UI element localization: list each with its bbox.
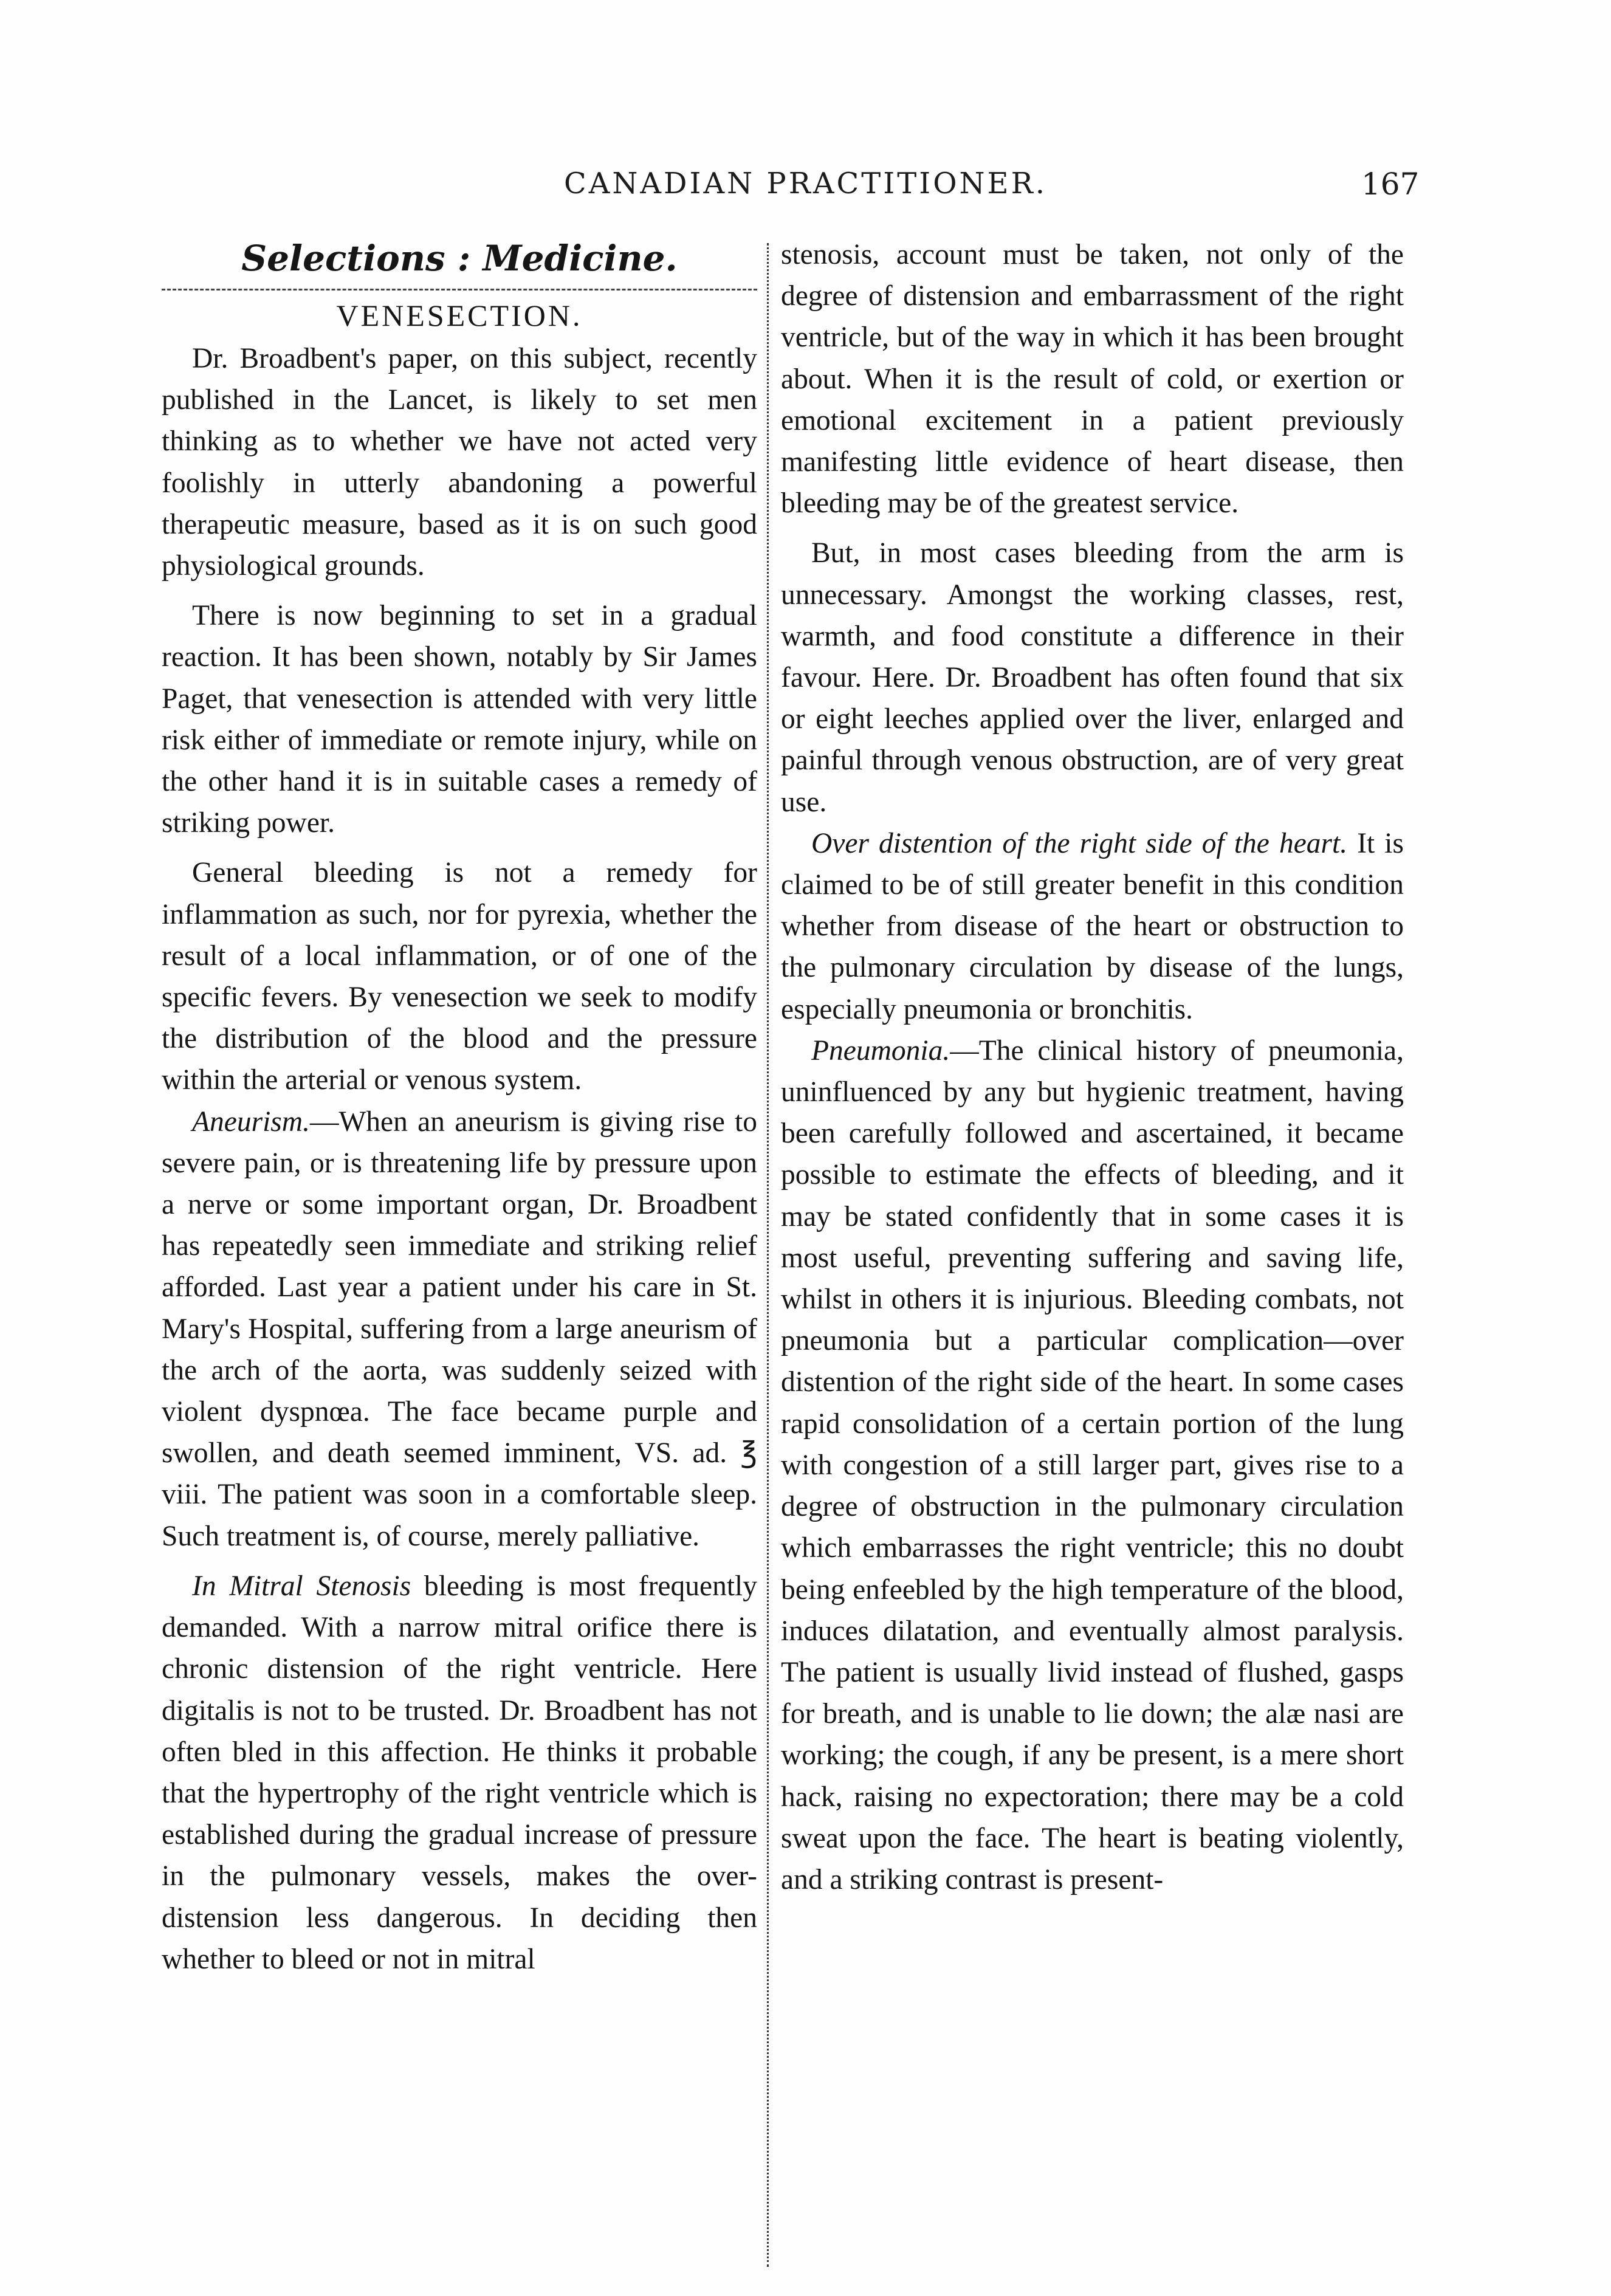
paragraph bbox=[781, 823, 1404, 1030]
left-column bbox=[162, 234, 757, 1980]
section-heading: Selections : Medicine. bbox=[241, 238, 678, 279]
article-title: VENESECTION. bbox=[336, 298, 583, 332]
paragraph bbox=[162, 1566, 757, 1980]
journal-title: CANADIAN PRACTITIONER. bbox=[564, 167, 1047, 201]
paragraph: There is now beginning to set in a gradual reaction. It has been shown, notably by Sir James Paget, that venesection is attended with very little risk either of immediate or remote injury, while on the other hand it is in suitable cases a remedy of striking power. bbox=[162, 600, 757, 839]
paragraph: General bleeding is not a remedy for inflammation as such, nor for pyrexia, whether the result of a local inflammation, or of one of the specific fevers. By venesection we seek to modify the distribution of the blood and the pressure within the arterial or venous system. bbox=[162, 857, 757, 1096]
page-number: 167 bbox=[1361, 167, 1420, 202]
paragraph: But, in most cases bleeding from the arm is unnecessary. Amongst the working classes, rest, warmth, and food constitute a difference in their favour. Here. Dr. Broadbent has often found that six or eight leeches applied over the liver, enlarged and painful through venous obstruction, are of very great use. bbox=[781, 537, 1404, 818]
paragraph-lead: In Mitral Stenosis bbox=[192, 1570, 411, 1602]
heading-rule bbox=[162, 289, 757, 290]
paragraph-lead: Over distention of the right side of the heart. bbox=[811, 827, 1348, 859]
paragraph: stenosis, account must be taken, not only of the degree of distension and embarrassment of the right ventricle, but of the way in which it has been brought about. When it is the result of cold, or exertion or emotional excitement in a patient previously manifesting little evidence of heart disease, then bleeding may be of the greatest service. bbox=[781, 239, 1404, 520]
paragraph bbox=[781, 1030, 1404, 1900]
paragraph-body: bleeding is most frequently demanded. With a narrow mitral orifice there is chronic distension of the right ventricle. Here digitalis is not to be trusted. Dr. Broadbent has not often bled in this affection. He thinks it probable that the hypertrophy of the right ventricle which is established during the gradual increase of pressure in the pulmonary vessels, makes the over-distension less dangerous. In deciding then whether to bleed or not in mitral bbox=[162, 1570, 757, 1975]
paragraph-lead: Pneumonia. bbox=[811, 1034, 950, 1067]
column-divider bbox=[767, 243, 769, 2267]
paragraph: Dr. Broadbent's paper, on this subject, recently published in the Lancet, is likely to set men thinking as to whether we have not acted very foolishly in utterly abandoning a powerful therapeutic measure, based as it is on such good physiological grounds. bbox=[162, 343, 757, 582]
paragraph-body: —The clinical history of pneumonia, uninfluenced by any but hygienic treatment, having been carefully followed and ascertained, it became possible to estimate the effects of bleeding, and it may be stated confidently that in some cases it is most useful, preventing suffering and saving life, whilst in others it is injurious. Bleeding combats, not pneumonia but a particular complication—over distention of the right side of the heart. In some cases rapid consolidation of a certain portion of the lung with congestion of a still larger part, gives rise to a degree of obstruction in the pulmonary circulation which embarrasses the right ventricle; this no doubt being enfeebled by the high temperature of the blood, induces dilatation, and eventually almost paralysis. The patient is usually livid instead of flushed, gasps for breath, and is unable to lie down; the alæ nasi are working; the cough, if any be present, is a mere short hack, raising no expectoration; there may be a cold sweat upon the face. The heart is beating violently, and a striking contrast is present- bbox=[781, 1034, 1404, 1896]
paragraph-body: It is claimed to be of still greater benefit in this condition whether from disease of the heart or obstruction to the pulmonary circulation by disease of the lungs, especially pneumonia or bronchitis. bbox=[781, 827, 1404, 1025]
right-column bbox=[781, 234, 1404, 1900]
paragraph-lead: Aneurism. bbox=[192, 1105, 310, 1138]
paragraph-body: —When an aneurism is giving rise to severe pain, or is threatening life by pressure upon a nerve or some important organ, Dr. Broadbent has repeatedly seen immediate and striking relief afforded. Last year a patient under his care in St. Mary's Hospital, suffering from a large aneurism of the arch of the aorta, was suddenly seized with violent dyspnœa. The face became purple and swollen, and death seemed imminent, VS. ad. ℥ viii. The patient was soon in a comfortable sleep. Such treatment is, of course, merely palliative. bbox=[162, 1105, 757, 1552]
running-header bbox=[0, 164, 1611, 207]
paragraph bbox=[162, 1101, 757, 1557]
